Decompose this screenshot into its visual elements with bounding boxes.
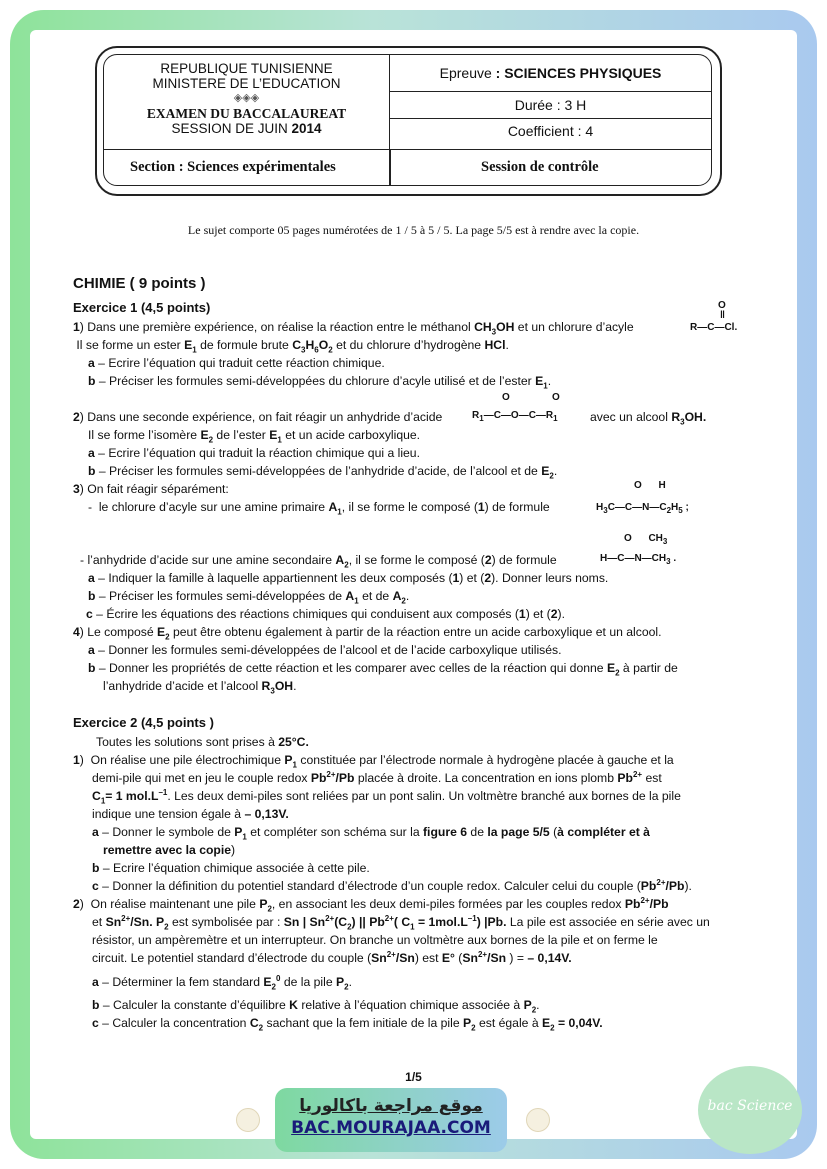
- site-logo-icon-right: [526, 1108, 550, 1132]
- header-ornament: ◈◈◈: [233, 92, 260, 104]
- e2q1a: a – Donner le symbole de $P_1$ et compléter son schéma sur la figure 6 de la page 5/5 (à compléter et à: [92, 825, 650, 842]
- e2q1b: b – Ecrire l’équation chimique associée à cette pile.: [92, 861, 370, 875]
- e2q1-3: $C_1= 1$ $mol.L^{-1}$. Les deux demi-piles sont reliées par un pont salin. Un voltmètre branché aux bornes de la pile: [92, 787, 681, 806]
- q2b: b – Préciser les formules semi-développées de l’anhydride d’acide, de l’alcool et de $E_2$.: [88, 464, 558, 481]
- q4a: a – Donner les formules semi-développées de l’alcool et de l’acide carboxylique utilisés.: [88, 643, 562, 657]
- header-republique: REPUBLIQUE TUNISIENNE: [160, 61, 333, 76]
- e2q2a: a – Déterminer la fem standard $E_2^0$ de la pile $P_2$.: [92, 973, 352, 992]
- q1-text-2: Il se forme un ester $E_1$ de formule brute $C_3H_6O_2$ et du chlorure d’hydrogène HCl.: [73, 338, 509, 355]
- ex2-intro: Toutes les solutions sont prises à 25°C.: [96, 735, 309, 749]
- e2q2-4: circuit. Le potentiel standard d’électrode du couple $(Sn^{2+}/Sn)$ est E° ($Sn^{2+}/Sn$ ) = – 0,14V.: [92, 949, 572, 965]
- site-logo-icon-left: [236, 1108, 260, 1132]
- header-ministere: MINISTERE DE L’EDUCATION: [152, 76, 341, 91]
- header-epreuve: Epreuve : SCIENCES PHYSIQUES: [390, 55, 711, 92]
- site-banner[interactable]: [275, 1088, 507, 1152]
- header-coefficient: Coefficient : 4: [507, 123, 594, 139]
- q2a: a – Ecrire l’équation qui traduit la réaction chimique qui a lieu.: [88, 446, 420, 460]
- q3a: a – Indiquer la famille à laquelle appartiennent les deux composés (1) et (2). Donner leurs noms.: [88, 571, 609, 585]
- e2q2c: c – Calculer la concentration $C_2$ sachant que la fem initiale de la pile $P_2$ est égale à $E_2 = 0,04V$.: [92, 1016, 603, 1033]
- q3-line1: - le chlorure d’acyle sur une amine primaire $A_1$, il se forme le composé (1) de formule: [88, 500, 550, 517]
- banner-arabic-title: موقع مراجعة باكالوريا: [299, 1096, 483, 1116]
- exercise-2-title: Exercice 2 (4,5 points ): [73, 715, 214, 730]
- e2q1-2: demi-pile qui met en jeu le couple redox $Pb^{2+}/Pb$ placée à droite. La concentration en ions plomb $Pb^{2+}$ est: [92, 769, 662, 785]
- q1-text: 1) Dans une première expérience, on réalise la réaction entre le méthanol $CH_3OH$ et un chlorure d’acyle: [73, 320, 634, 337]
- e2q2-2: et $Sn^{2+}/Sn$. $P_2$ est symbolisée par : Sn | $Sn^{2+}(C_2)$ || $Pb^{2+}$( $C_1 = 1mol.L^{-1}$) |Pb. La pile est associée en série avec un: [92, 913, 710, 932]
- header-section: Section : Sciences expérimentales: [130, 159, 336, 175]
- e2q2b: b – Calculer la constante d’équilibre K relative à l’équation chimique associée à $P_2$.: [92, 998, 540, 1015]
- e2q2-1: 2) On réalise maintenant une pile $P_2$, en associant les deux demi-piles formées par les couples redox $Pb^{2+}/Pb$: [73, 895, 669, 914]
- q3-line2: - l’anhydride d’acide sur une amine secondaire $A_2$, il se forme le composé (2) de formule: [80, 553, 557, 570]
- e2q1c: c – Donner la définition du potentiel standard d’électrode d’un couple redox. Calculer celui du couple $(Pb^{2+}/Pb)$.: [92, 877, 692, 893]
- header-year: 2014: [291, 121, 322, 136]
- e2q1-1: 1) On réalise une pile électrochimique $P_1$ constituée par l’électrode normale à hydrogène placée à gauche et la: [73, 753, 674, 770]
- e2q2-3: résistor, un ampèremètre et un interrupteur. On branche un voltmètre aux bornes de la pile et on ferme le: [92, 933, 658, 947]
- header-box: [103, 54, 712, 186]
- header-duree: Durée : 3 H: [390, 92, 711, 119]
- chimie-title: CHIMIE ( 9 points ): [73, 275, 206, 292]
- header-examen: EXAMEN DU BACCALAUREAT: [146, 106, 347, 121]
- q3-text: 3) On fait réagir séparément:: [73, 482, 229, 496]
- banner-url-link[interactable]: BAC.MOURAJAA.COM: [291, 1118, 491, 1138]
- header-bottom-row: [104, 149, 711, 186]
- q3c: c – Écrire les équations des réactions chimiques qui conduisent aux composés (1) et (2).: [86, 607, 565, 621]
- q2-text-2: Il se forme l’isomère $E_2$ de l’ester $E_1$ et un acide carboxylique.: [88, 428, 421, 445]
- q1b: b – Préciser les formules semi-développées du chlorure d’acyle utilisé et de l’ester $E_1$.: [88, 374, 552, 391]
- e2q1a-2: remettre avec la copie): [103, 843, 236, 857]
- q2-text: 2) Dans une seconde expérience, on fait réagir un anhydride d’acide: [73, 410, 443, 424]
- q4b-2: l’anhydride d’acide et l’alcool $R_3OH$.: [103, 679, 297, 696]
- page-number: 1/5: [405, 1070, 422, 1084]
- q3b: b – Préciser les formules semi-développées de $A_1$ et de $A_2$.: [88, 589, 410, 606]
- header-session: SESSION DE JUIN: [171, 121, 292, 136]
- q2-text-b: avec un alcool $R_3OH$.: [590, 410, 707, 427]
- exercise-1-title: Exercice 1 (4,5 points): [73, 300, 211, 315]
- page-note: Le sujet comporte 05 pages numérotées de 1 / 5 à 5 / 5. La page 5/5 est à rendre avec la copie.: [187, 223, 640, 237]
- bac-science-logo: bac Science: [698, 1066, 802, 1154]
- q4b: b – Donner les propriétés de cette réaction et les comparer avec celles de la réaction qui donne $E_2$ à partir de: [88, 661, 678, 678]
- e2q1-4: indique une tension égale à – 0,13V.: [92, 807, 289, 821]
- header-session-type: Session de contrôle: [481, 159, 599, 175]
- q4-text: 4) Le composé $E_2$ peut être obtenu également à partir de la réaction entre un acide carboxylique et un alcool.: [73, 625, 662, 642]
- q1a: a – Ecrire l’équation qui traduit cette réaction chimique.: [88, 356, 385, 370]
- header-left: [104, 55, 390, 149]
